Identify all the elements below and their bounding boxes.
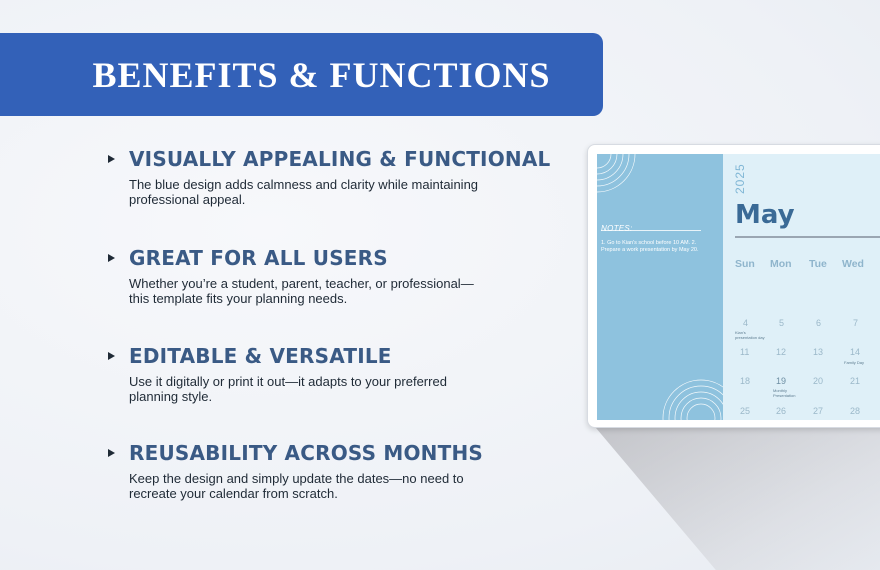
calendar-day: 6 [816,318,822,328]
calendar-day: 27 [813,406,824,416]
calendar-day: 5 [779,318,785,328]
header-banner [0,33,603,116]
calendar-day: 7 [853,318,859,328]
benefit-description: The blue design adds calmness and clarity while maintaining professional appeal. [129,177,479,207]
benefit-title: REUSABILITY ACROSS MONTHS [129,441,484,465]
calendar-event: Kian's presentation day [735,330,765,340]
benefit-header [108,246,568,270]
calendar-day: 26 [776,406,787,416]
calendar-event: Monthly Presentation [773,388,796,398]
benefit-description: Keep the design and simply update the dates—no need to recreate your calendar from scratch. [129,471,464,501]
benefit-title: GREAT FOR ALL USERS [129,246,388,270]
notes-text: 1. Go to Kian's school before 10 AM. 2. Prepare a work presentation by May 20. [601,240,699,253]
benefit-header [108,147,568,171]
calendar-month: May [735,200,795,230]
month-divider [735,236,880,238]
weekday-header: Mon [770,258,792,270]
notes-panel [597,154,723,420]
calendar-day: 11 [740,347,750,357]
calendar-event: Family Day [844,360,865,365]
concentric-arcs-icon [653,370,723,420]
concentric-arcs-icon [597,154,643,200]
calendar-year: 2025 [733,163,747,194]
benefit-title: VISUALLY APPEALING & FUNCTIONAL [129,147,551,171]
weekday-header: Sun [735,258,755,270]
triangle-bullet-icon [108,254,115,262]
calendar-day: 20 [813,376,824,386]
calendar-day: 19 [776,376,787,386]
triangle-bullet-icon [108,449,115,457]
calendar-day: 25 [740,406,751,416]
benefit-description: Whether you’re a student, parent, teacher, or professional—this template fits your planning needs. [129,276,474,306]
benefit-item [108,344,568,404]
benefit-description: Use it digitally or print it out—it adapts to your preferred planning style. [129,374,447,404]
calendar-day: 18 [740,376,751,386]
triangle-bullet-icon [108,155,115,163]
calendar-day: 13 [813,347,824,357]
weekday-header: Tue [809,258,827,270]
benefit-item [108,441,568,501]
calendar-day: 28 [850,406,861,416]
calendar-day: 12 [776,347,787,357]
benefit-header [108,344,568,368]
calendar-day: 21 [850,376,861,386]
benefit-header [108,441,568,465]
calendar-day: 14 [850,347,861,357]
calendar-day: 4 [743,318,749,328]
calendar-mockup [587,144,880,428]
triangle-bullet-icon [108,352,115,360]
weekday-header: Wed [842,258,864,270]
page-title: BENEFITS & FUNCTIONS [92,54,551,95]
notes-divider [601,230,701,231]
benefit-item [108,147,568,207]
benefit-item [108,246,568,306]
notes-title: NOTES: [601,224,633,233]
calendar-page [597,154,880,420]
benefit-title: EDITABLE & VERSATILE [129,344,392,368]
